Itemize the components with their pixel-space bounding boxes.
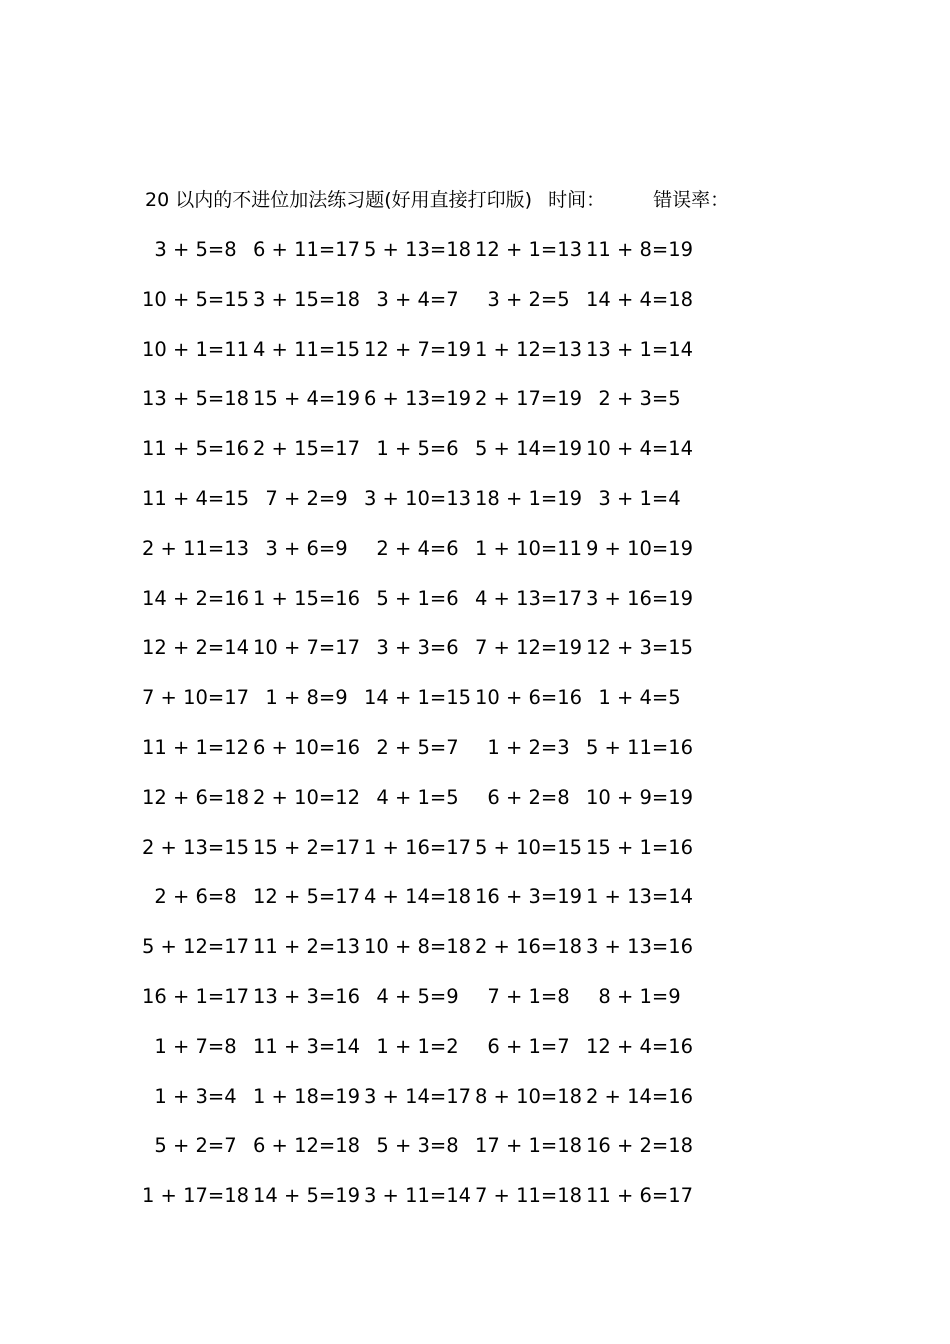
problem-cell: 17 + 1=18 — [474, 1134, 583, 1158]
problem-cell: 9 + 10=19 — [585, 536, 694, 560]
problem-row — [140, 1132, 695, 1160]
problem-cell: 2 + 16=18 — [474, 935, 583, 959]
problem-cell: 7 + 2=9 — [265, 486, 348, 510]
problem-row — [140, 485, 695, 513]
problem-cell: 7 + 1=8 — [487, 984, 570, 1008]
problem-cell: 3 + 10=13 — [363, 486, 472, 510]
problem-cell: 5 + 11=16 — [585, 735, 694, 759]
problem-row — [140, 734, 695, 762]
problem-cell: 2 + 10=12 — [252, 785, 361, 809]
problem-cell: 2 + 5=7 — [376, 735, 459, 759]
problem-cell: 1 + 4=5 — [598, 686, 681, 710]
problem-cell: 3 + 4=7 — [376, 287, 459, 311]
problem-row — [140, 385, 695, 413]
problem-cell: 13 + 5=18 — [141, 387, 250, 411]
problem-cell: 3 + 1=4 — [598, 486, 681, 510]
problem-cell: 4 + 5=9 — [376, 984, 459, 1008]
problem-cell: 6 + 11=17 — [252, 238, 361, 261]
problem-cell: 11 + 6=17 — [585, 1184, 694, 1208]
error-rate-label: 错误率： — [653, 189, 730, 211]
problem-cell: 6 + 1=7 — [487, 1034, 570, 1058]
problem-cell: 5 + 1=6 — [376, 586, 459, 610]
problem-cell: 2 + 3=5 — [598, 387, 681, 411]
problem-row — [140, 1182, 695, 1210]
problem-cell: 10 + 8=18 — [363, 935, 472, 959]
problem-cell: 5 + 10=15 — [474, 835, 583, 859]
problem-cell: 10 + 5=15 — [141, 287, 250, 311]
problem-cell: 1 + 15=16 — [252, 586, 361, 610]
problem-cell: 11 + 5=16 — [141, 437, 250, 461]
worksheet-title: 20 以内的不进位加法练习题(好用直接打印版) — [145, 189, 533, 211]
problem-cell: 12 + 2=14 — [141, 636, 250, 660]
problem-cell: 3 + 14=17 — [363, 1084, 472, 1108]
problem-row — [140, 1033, 695, 1061]
problem-cell: 6 + 13=19 — [363, 387, 472, 411]
problem-cell: 4 + 11=15 — [252, 337, 361, 361]
worksheet-header — [145, 186, 729, 214]
problem-cell: 8 + 10=18 — [474, 1084, 583, 1108]
problem-row — [140, 983, 695, 1011]
problem-cell: 12 + 4=16 — [585, 1034, 694, 1058]
problem-row — [140, 933, 695, 961]
problem-grid — [140, 236, 695, 1232]
problem-cell: 2 + 6=8 — [154, 885, 237, 909]
problem-cell: 4 + 1=5 — [376, 785, 459, 809]
problem-cell: 6 + 2=8 — [487, 785, 570, 809]
problem-cell: 2 + 17=19 — [474, 387, 583, 411]
problem-cell: 11 + 8=19 — [585, 238, 694, 261]
problem-row — [140, 585, 695, 613]
problem-cell: 16 + 3=19 — [474, 885, 583, 909]
problem-cell: 1 + 16=17 — [363, 835, 472, 859]
problem-cell: 2 + 15=17 — [252, 437, 361, 461]
problem-cell: 5 + 13=18 — [363, 238, 472, 261]
problem-row — [140, 336, 695, 364]
problem-cell: 8 + 1=9 — [598, 984, 681, 1008]
problem-row — [140, 435, 695, 463]
problem-cell: 4 + 13=17 — [474, 586, 583, 610]
time-label: 时间： — [548, 189, 606, 211]
problem-cell: 14 + 5=19 — [252, 1184, 361, 1208]
problem-cell: 3 + 2=5 — [487, 287, 570, 311]
problem-cell: 12 + 3=15 — [585, 636, 694, 660]
problem-cell: 3 + 6=9 — [265, 536, 348, 560]
problem-cell: 1 + 7=8 — [154, 1034, 237, 1058]
problem-cell: 2 + 13=15 — [141, 835, 250, 859]
problem-row — [140, 1083, 695, 1111]
problem-cell: 1 + 5=6 — [376, 437, 459, 461]
problem-cell: 3 + 5=8 — [154, 238, 237, 261]
problem-cell: 3 + 15=18 — [252, 287, 361, 311]
problem-row — [140, 634, 695, 662]
problem-cell: 11 + 3=14 — [252, 1034, 361, 1058]
problem-cell: 7 + 11=18 — [474, 1184, 583, 1208]
problem-cell: 2 + 14=16 — [585, 1084, 694, 1108]
problem-cell: 14 + 2=16 — [141, 586, 250, 610]
problem-cell: 12 + 6=18 — [141, 785, 250, 809]
problem-row — [140, 784, 695, 812]
problem-cell: 1 + 1=2 — [376, 1034, 459, 1058]
problem-cell: 1 + 3=4 — [154, 1084, 237, 1108]
problem-cell: 11 + 4=15 — [141, 486, 250, 510]
problem-cell: 3 + 3=6 — [376, 636, 459, 660]
problem-cell: 1 + 12=13 — [474, 337, 583, 361]
problem-cell: 6 + 10=16 — [252, 735, 361, 759]
problem-cell: 2 + 11=13 — [141, 536, 250, 560]
problem-cell: 3 + 11=14 — [363, 1184, 472, 1208]
problem-row — [140, 286, 695, 314]
problem-row — [140, 535, 695, 563]
problem-cell: 1 + 2=3 — [487, 735, 570, 759]
problem-row — [140, 236, 695, 264]
problem-cell: 12 + 1=13 — [474, 238, 583, 261]
problem-cell: 10 + 1=11 — [141, 337, 250, 361]
problem-cell: 1 + 17=18 — [141, 1184, 250, 1208]
problem-cell: 11 + 1=12 — [141, 735, 250, 759]
problem-cell: 10 + 4=14 — [585, 437, 694, 461]
problem-row — [140, 684, 695, 712]
problem-cell: 10 + 7=17 — [252, 636, 361, 660]
problem-cell: 13 + 1=14 — [585, 337, 694, 361]
problem-cell: 5 + 14=19 — [474, 437, 583, 461]
problem-cell: 16 + 2=18 — [585, 1134, 694, 1158]
problem-cell: 10 + 9=19 — [585, 785, 694, 809]
problem-cell: 15 + 1=16 — [585, 835, 694, 859]
problem-cell: 15 + 2=17 — [252, 835, 361, 859]
problem-cell: 5 + 2=7 — [154, 1134, 237, 1158]
problem-cell: 1 + 10=11 — [474, 536, 583, 560]
problem-cell: 4 + 14=18 — [363, 885, 472, 909]
problem-cell: 10 + 6=16 — [474, 686, 583, 710]
problem-cell: 3 + 16=19 — [585, 586, 694, 610]
problem-cell: 6 + 12=18 — [252, 1134, 361, 1158]
problem-row — [140, 883, 695, 911]
problem-cell: 16 + 1=17 — [141, 984, 250, 1008]
problem-row — [140, 834, 695, 862]
problem-cell: 1 + 13=14 — [585, 885, 694, 909]
problem-cell: 5 + 12=17 — [141, 935, 250, 959]
problem-cell: 13 + 3=16 — [252, 984, 361, 1008]
problem-cell: 1 + 8=9 — [265, 686, 348, 710]
problem-cell: 5 + 3=8 — [376, 1134, 459, 1158]
problem-cell: 2 + 4=6 — [376, 536, 459, 560]
problem-cell: 7 + 10=17 — [141, 686, 250, 710]
problem-cell: 11 + 2=13 — [252, 935, 361, 959]
problem-cell: 12 + 7=19 — [363, 337, 472, 361]
problem-cell: 12 + 5=17 — [252, 885, 361, 909]
problem-cell: 3 + 13=16 — [585, 935, 694, 959]
problem-cell: 7 + 12=19 — [474, 636, 583, 660]
problem-cell: 14 + 4=18 — [585, 287, 694, 311]
problem-cell: 15 + 4=19 — [252, 387, 361, 411]
problem-cell: 14 + 1=15 — [363, 686, 472, 710]
problem-cell: 18 + 1=19 — [474, 486, 583, 510]
problem-cell: 1 + 18=19 — [252, 1084, 361, 1108]
